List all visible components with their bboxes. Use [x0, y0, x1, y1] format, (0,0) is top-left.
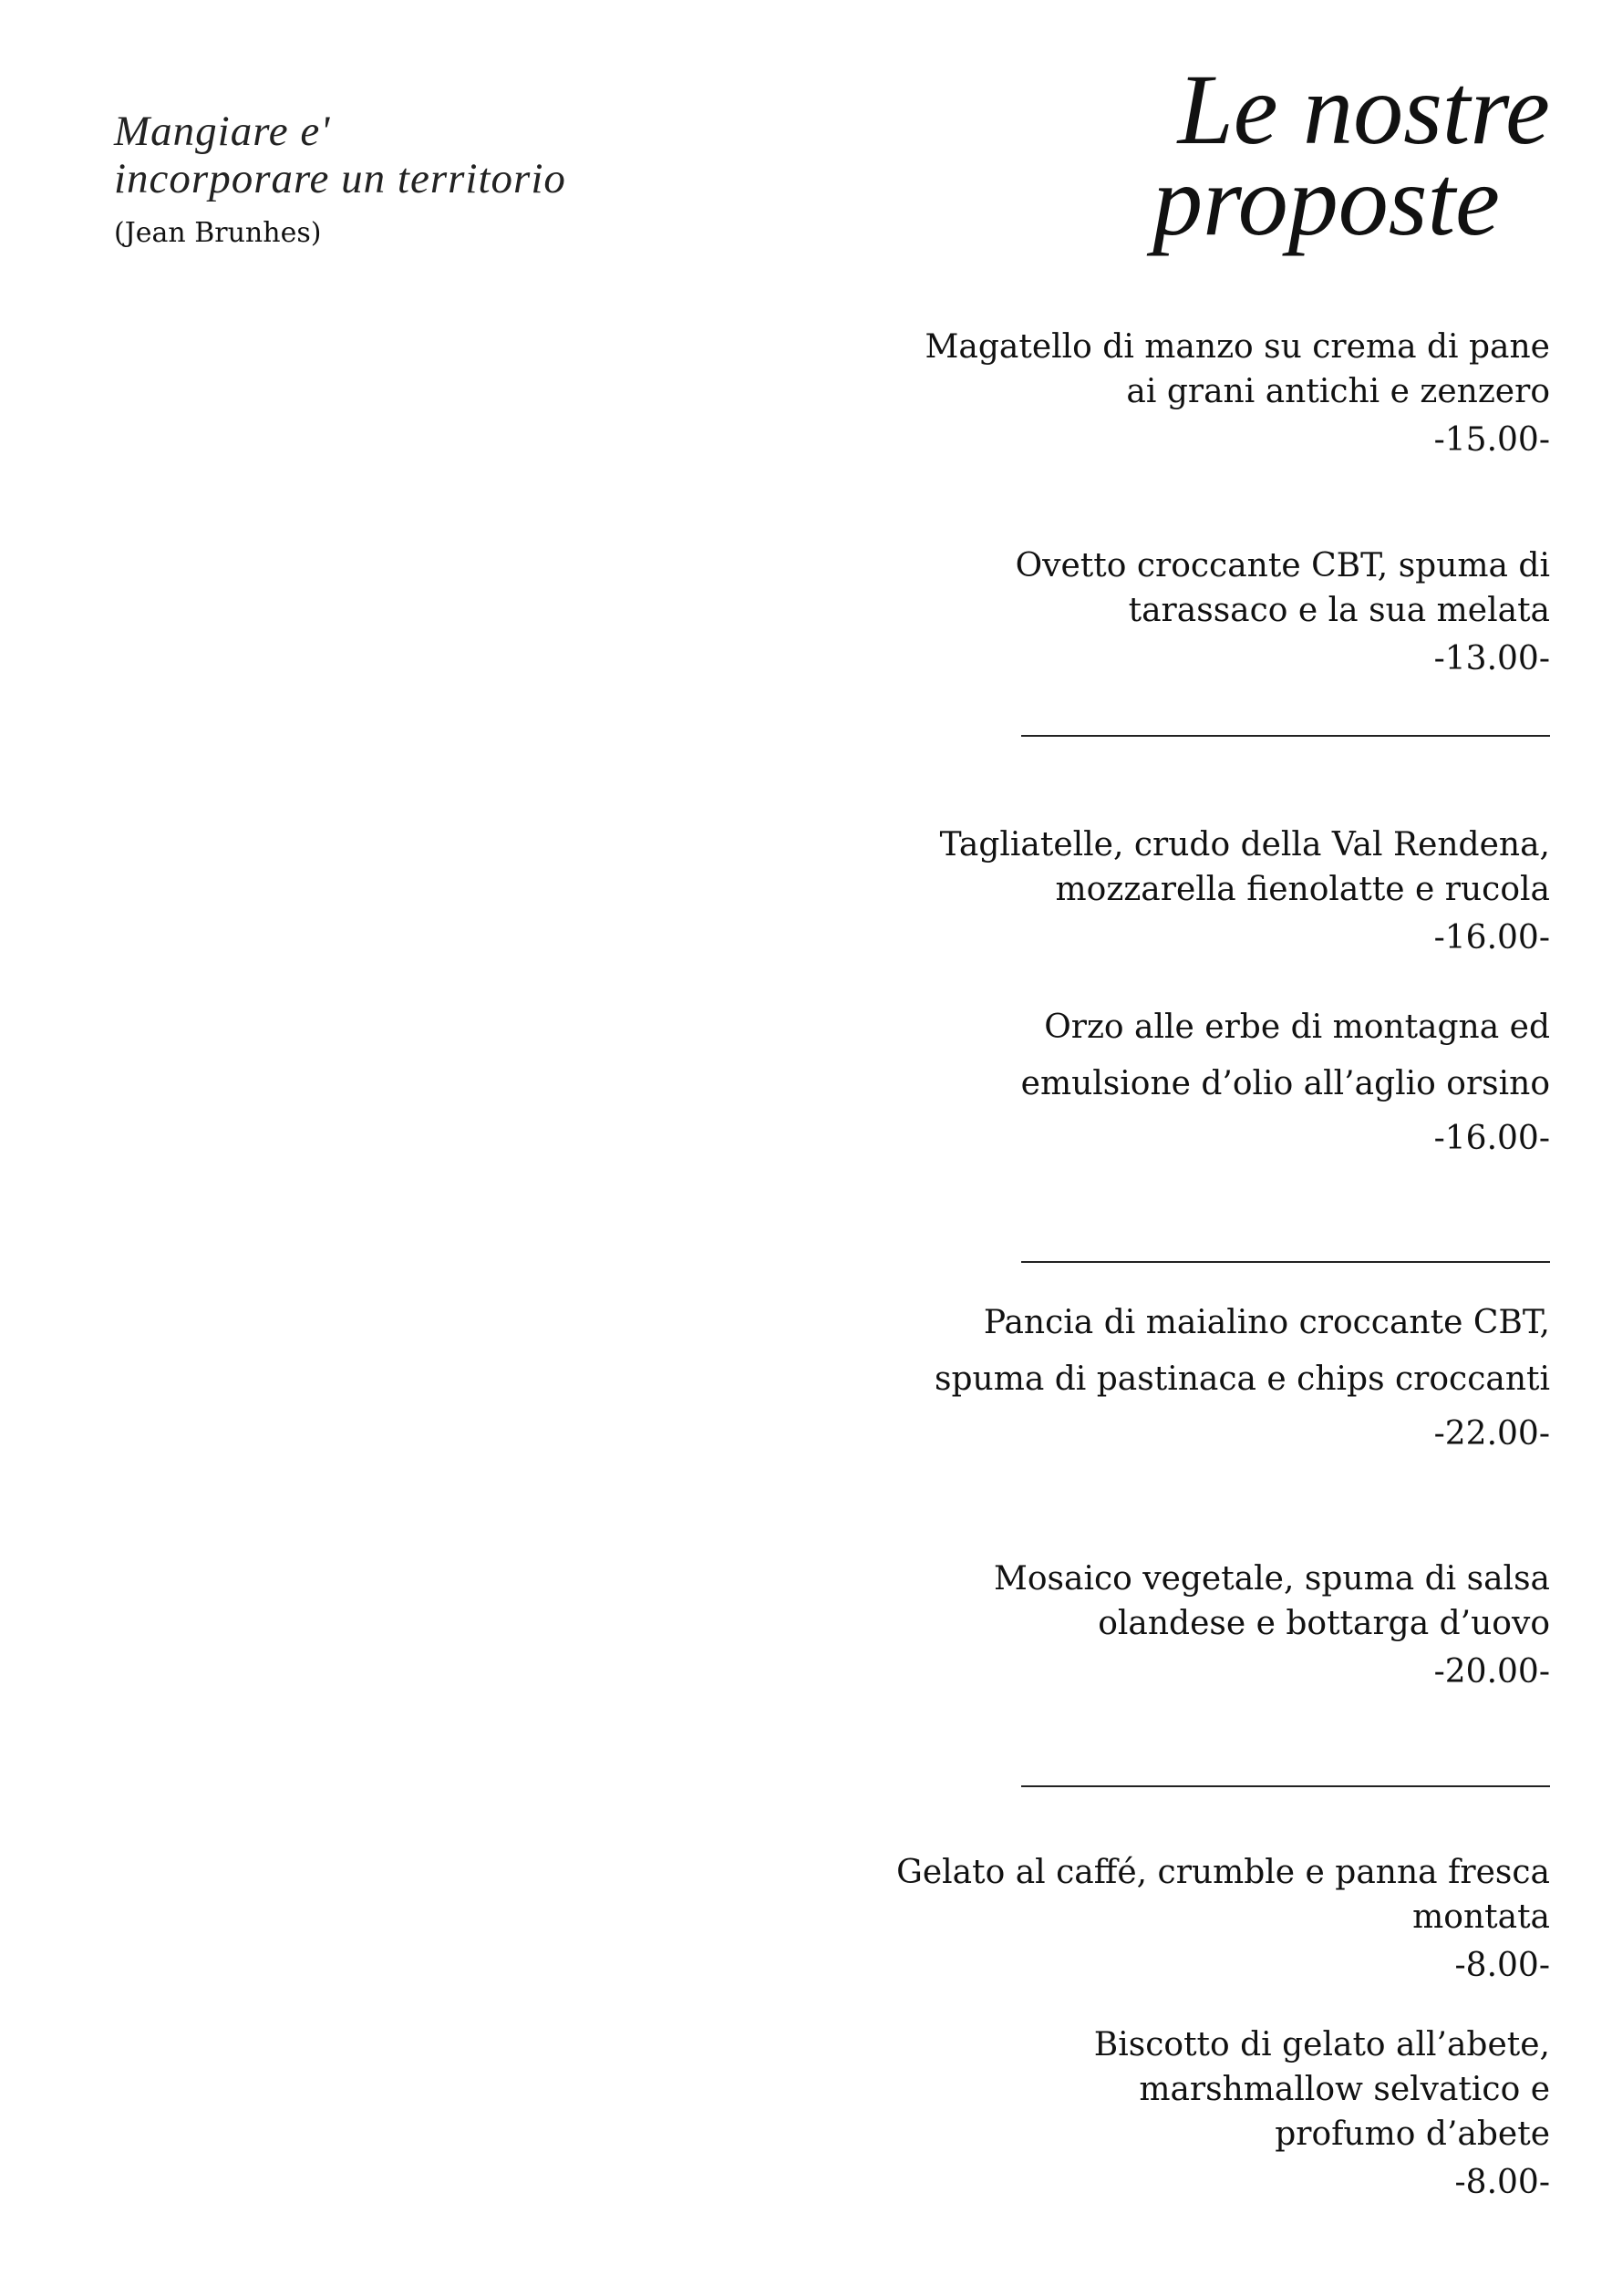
- dish-name: Tagliatelle, crudo della Val Rendena, mozzarella fienolatte e rucola: [939, 826, 1550, 908]
- quote-author: (Jean Brunhes): [114, 217, 322, 249]
- dish-price: -20.00-: [1433, 1653, 1550, 1691]
- menu-item: [894, 325, 1550, 466]
- section-divider: [1021, 1261, 1550, 1263]
- dish-price: -16.00-: [1433, 1120, 1550, 1157]
- dish-price: -8.00-: [1454, 1947, 1550, 1984]
- dish-name: Biscotto di gelato all’abete, marshmallow selvatico e profumo d’abete: [1093, 2026, 1550, 2153]
- dish-name: Gelato al caffé, crumble e panna fresca montata: [896, 1854, 1550, 1936]
- dish-name: Ovetto croccante CBT, spuma di tarassaco e la sua melata: [1015, 547, 1550, 629]
- quote-line-2: incorporare un territorio: [114, 155, 566, 202]
- menu-item: [894, 999, 1550, 1164]
- menu-item: [894, 1295, 1550, 1460]
- quote-block: [114, 108, 625, 249]
- dish-price: -15.00-: [1433, 421, 1550, 459]
- section-divider: [1021, 735, 1550, 737]
- menu-item: [894, 1850, 1550, 1991]
- dish-name: Pancia di maialino croccante CBT, spuma di pastinaca e chips croccanti: [935, 1304, 1550, 1398]
- menu-item: [894, 543, 1550, 685]
- dish-price: -13.00-: [1433, 640, 1550, 677]
- title-line-2: proposte: [1152, 145, 1500, 256]
- dish-price: -8.00-: [1454, 2164, 1550, 2201]
- quote-line-1: Mangiare e': [114, 108, 331, 155]
- menu-item: [894, 822, 1550, 964]
- dish-price: -16.00-: [1433, 919, 1550, 957]
- menu-item: [1076, 2022, 1550, 2208]
- section-divider: [1021, 1785, 1550, 1787]
- dish-name: Magatello di manzo su crema di pane ai grani antichi e zenzero: [925, 328, 1550, 410]
- menu-item: [894, 1557, 1550, 1698]
- title-line-1: Le nostre: [1177, 54, 1550, 165]
- dish-name: Orzo alle erbe di montagna ed emulsione d’olio all’aglio orsino: [1020, 1008, 1550, 1102]
- page-title: [1003, 54, 1550, 256]
- dish-name: Mosaico vegetale, spuma di salsa olandese e bottarga d’uovo: [993, 1560, 1550, 1642]
- dish-price: -22.00-: [1433, 1415, 1550, 1453]
